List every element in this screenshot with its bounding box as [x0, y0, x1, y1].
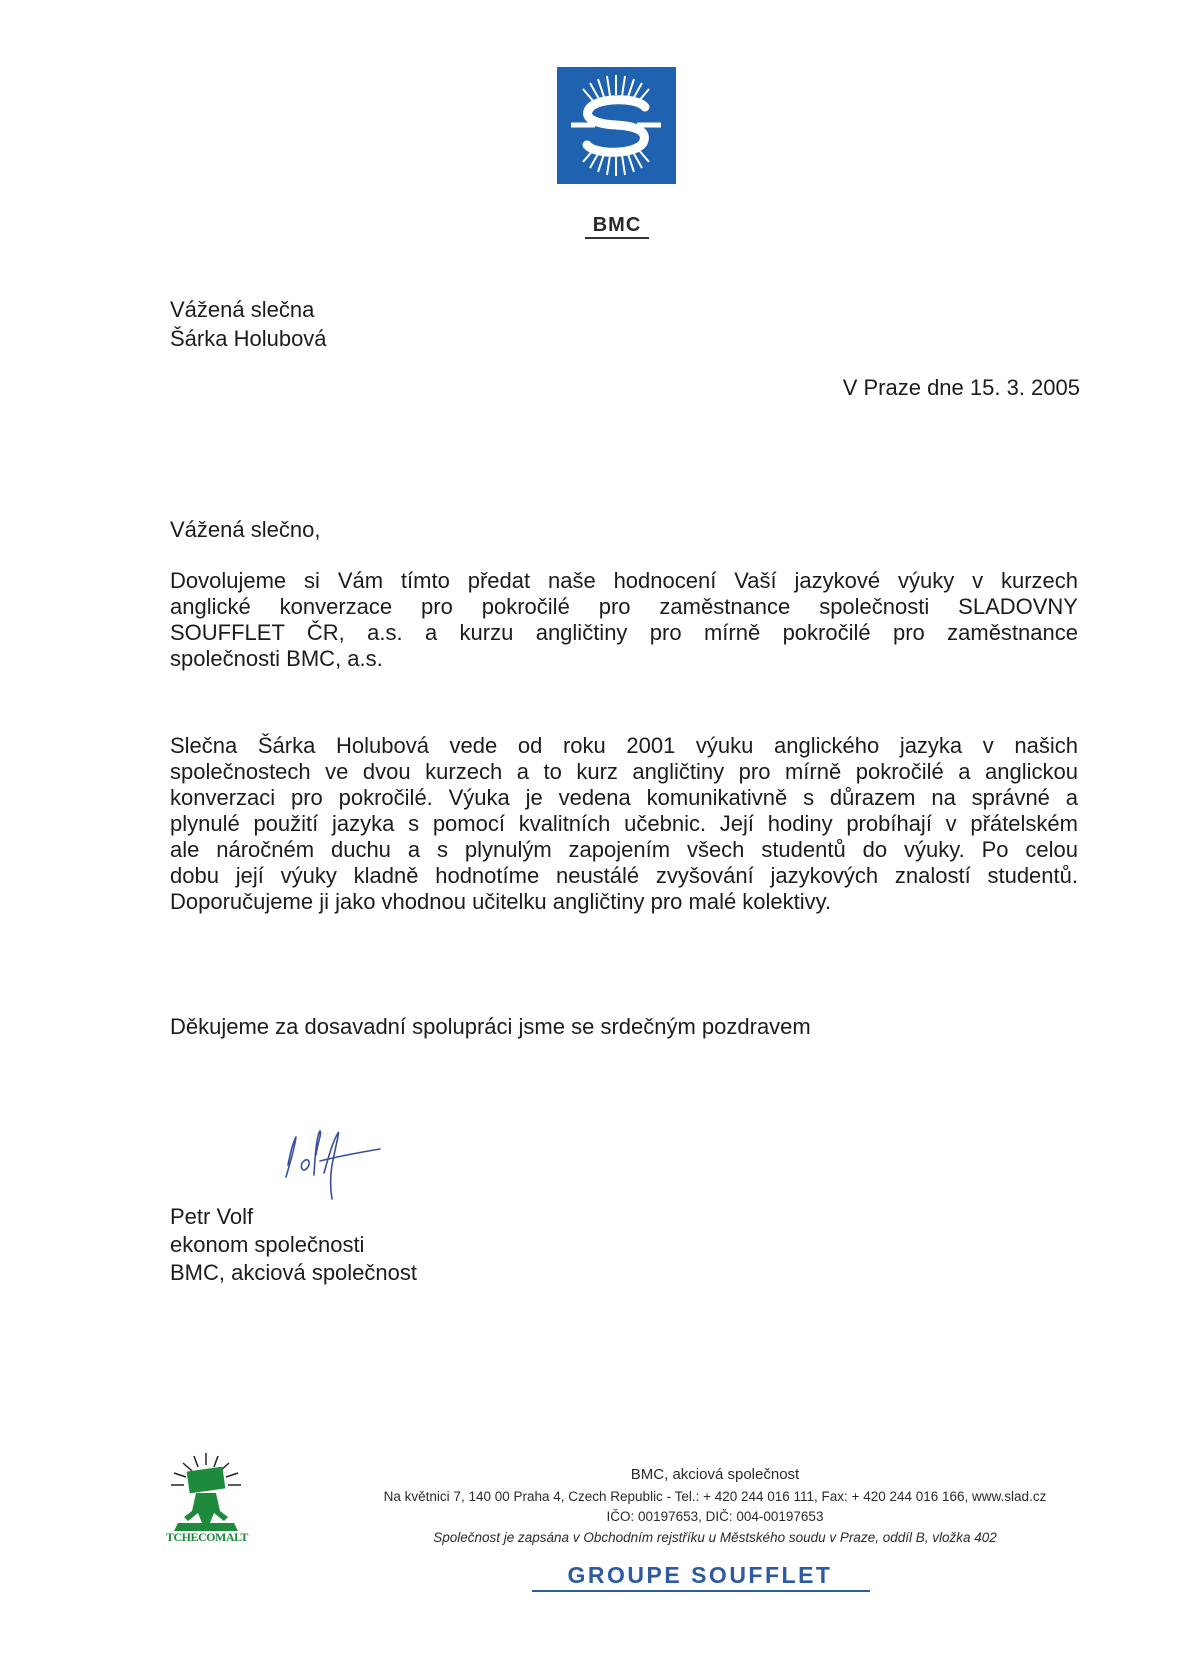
brand-underline — [585, 237, 649, 239]
paragraph-line: konverzaci pro pokročilé. Výuka je vedena komunikativně s důrazem na správné a — [170, 785, 1078, 810]
footer-company: BMC, akciová společnost — [630, 1466, 800, 1483]
bmc-logo-icon — [557, 67, 676, 184]
footer-ids: IČO: 00197653, DIČ: 004-00197653 — [606, 1509, 824, 1524]
closing-line: Děkujeme za dosavadní spolupráci jsme se srdečným pozdravem — [170, 1014, 811, 1039]
signer-company: BMC, akciová společnost — [170, 1260, 417, 1285]
tchecomalt-logo-text: TCHECOMALT — [166, 1530, 248, 1544]
addressee-block — [170, 296, 327, 354]
tchecomalt-logo — [166, 1451, 246, 1556]
signature-icon — [280, 1125, 390, 1205]
bmc-logo — [557, 67, 676, 184]
paragraph-2 — [170, 732, 1078, 914]
salutation: Vážená slečno, — [170, 517, 321, 542]
paragraph-line: plynulé použití jazyka s pomocí kvalitních učebnic. Její hodiny probíhají v přátelském — [170, 811, 1078, 836]
signer-title: ekonom společnosti — [170, 1232, 365, 1257]
footer-registry: Společnost je zapsána v Obchodním rejstříku u Městského soudu v Praze, oddíl B, vložka 402 — [433, 1530, 997, 1545]
paragraph-line: SOUFFLET ČR, a.s. a kurzu angličtiny pro mírně pokročilé pro zaměstnance — [170, 620, 1078, 645]
signer-name: Petr Volf — [170, 1204, 254, 1229]
addressee-line-2: Šárka Holubová — [170, 326, 327, 351]
signer-block — [170, 1203, 417, 1287]
paragraph-line: společnostech ve dvou kurzech a to kurz angličtiny pro mírně pokročilé a anglickou — [170, 759, 1078, 784]
paragraph-line: ale náročném duchu a s plynulým zapojením všech studentů do výuky. Po celou — [170, 837, 1078, 862]
addressee-line-1: Vážená slečna — [170, 297, 315, 322]
footer-address: Na květnici 7, 140 00 Praha 4, Czech Republic - Tel.: + 420 244 016 111, Fax: + 420 244 016 166, www.slad.cz — [383, 1489, 1047, 1504]
brand-name: BMC — [592, 214, 642, 236]
paragraph-1 — [170, 567, 1078, 671]
paragraph-line: Dovolujeme si Vám tímto předat naše hodnocení Vaší jazykové výuky v kurzech — [170, 568, 1078, 593]
paragraph-line: anglické konverzace pro pokročilé pro zaměstnance společnosti SLADOVNY — [170, 594, 1078, 619]
paragraph-line: společnosti BMC, a.s. — [170, 646, 383, 671]
paragraph-line: dobu její výuky kladně hodnotíme neustálé zvyšování jazykových znalostí studentů. — [170, 863, 1078, 888]
letter-date: V Praze dne 15. 3. 2005 — [842, 375, 1080, 400]
paragraph-line: Doporučujeme ji jako vhodnou učitelku angličtiny pro malé kolektivy. — [170, 889, 832, 914]
paragraph-line: Slečna Šárka Holubová vede od roku 2001 výuku anglického jazyka v našich — [170, 733, 1078, 758]
groupe-soufflet-logo: GROUPE SOUFFLET — [567, 1562, 833, 1588]
handwritten-signature — [280, 1125, 390, 1210]
groupe-soufflet-underline — [532, 1590, 870, 1592]
